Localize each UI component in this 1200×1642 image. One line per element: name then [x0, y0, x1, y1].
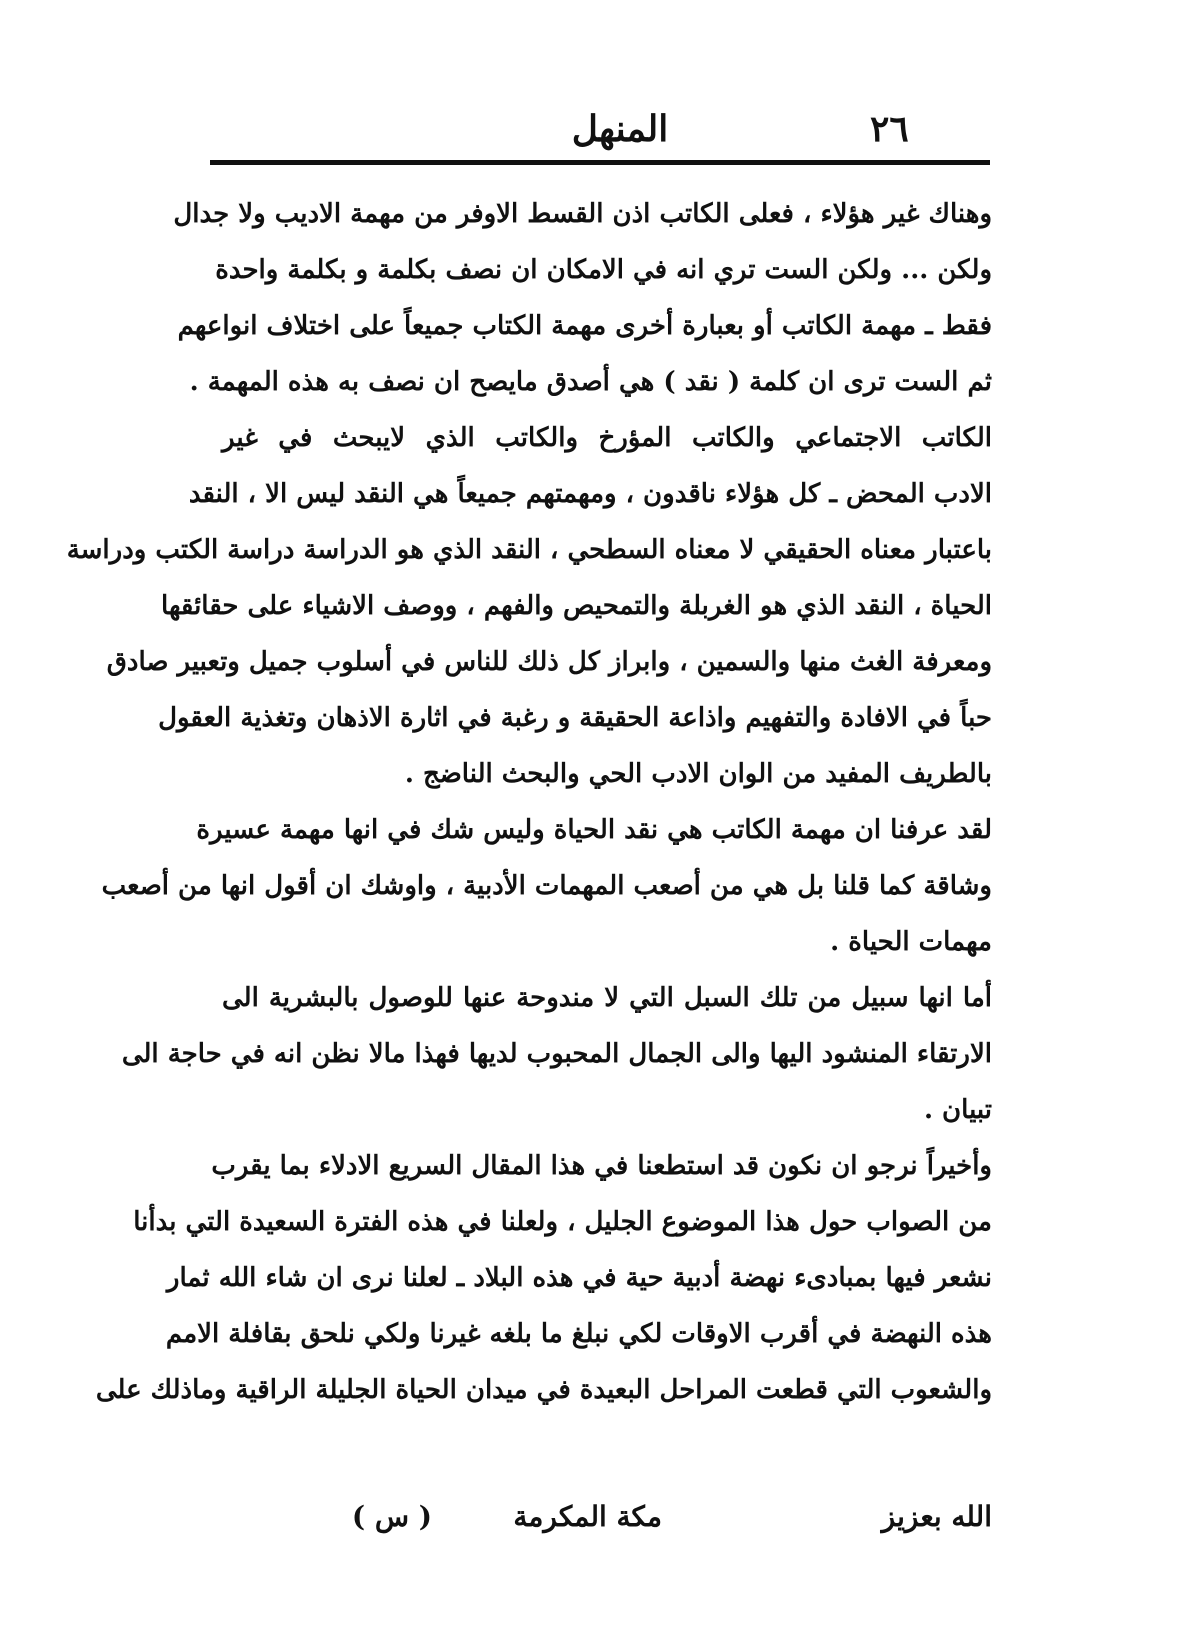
article-body [66, 186, 992, 1418]
text-line: ولكن ... ولكن الست تري انه في الامكان ان نصف بكلمة و بكلمة واحدة [215, 255, 992, 285]
paragraph-1 [173, 186, 992, 410]
text-line: ومعرفة الغث منها والسمين ، وابراز كل ذلك للناس في أسلوب جميل وتعبير صادق [106, 647, 992, 677]
text-line: وأخيراً نرجو ان نكون قد استطعنا في هذا المقال السريع الادلاء بما يقرب [211, 1151, 992, 1181]
signature-author: الله بعزيز [881, 1500, 992, 1533]
text-line: الادب المحض ـ كل هؤلاء ناقدون ، ومهمتهم جميعاً هي النقد ليس الا ، النقد [188, 479, 992, 509]
text-line: بالطريف المفيد من الوان الادب الحي والبحث الناضج . [404, 759, 992, 789]
text-line: مهمات الحياة . [830, 927, 992, 957]
text-line: باعتبار معناه الحقيقي لا معناه السطحي ، النقد الذي هو الدراسة دراسة الكتب ودراسة [66, 535, 992, 565]
text-line: الحياة ، النقد الذي هو الغربلة والتمحيص والفهم ، ووصف الاشياء على حقائقها [161, 591, 992, 621]
paragraph-4 [121, 970, 992, 1138]
header-rule [210, 160, 990, 165]
text-line: وشاقة كما قلنا بل هي من أصعب المهمات الأدبية ، واوشك ان أقول انها من أصعب [101, 871, 992, 901]
page-number: ٢٦ [870, 108, 909, 150]
text-line: أما انها سبيل من تلك السبل التي لا مندوحة عنها للوصول بالبشرية الى [222, 983, 992, 1013]
text-line: هذه النهضة في أقرب الاوقات لكي نبلغ ما بلغه غيرنا ولكي نلحق بقافلة الامم [165, 1319, 992, 1349]
text-line: لقد عرفنا ان مهمة الكاتب هي نقد الحياة وليس شك في انها مهمة عسيرة [196, 815, 992, 845]
signature-place: مكة المكرمة [513, 1500, 662, 1533]
text-line: ثم الست ترى ان كلمة ( نقد ) هي أصدق مايصح ان نصف به هذه المهمة . [189, 367, 992, 397]
paragraph-3 [101, 802, 992, 970]
text-line: فقط ـ مهمة الكاتب أو بعبارة أخرى مهمة الكتاب جميعاً على اختلاف انواعهم [177, 311, 992, 341]
text-line: وهناك غير هؤلاء ، فعلى الكاتب اذن القسط الاوفر من مهمة الاديب ولا جدال [173, 199, 992, 229]
text-line: نشعر فيها بمبادىء نهضة أدبية حية في هذه البلاد ـ لعلنا نرى ان شاء الله ثمار [166, 1263, 992, 1293]
signature-initial: ( س ) [351, 1500, 432, 1533]
text-line: والشعوب التي قطعت المراحل البعيدة في ميدان الحياة الجليلة الراقية وماذلك على [95, 1375, 992, 1405]
text-line: تبيان . [923, 1095, 992, 1125]
text-line: حباً في الافادة والتفهيم واذاعة الحقيقة و رغبة في اثارة الاذهان وتغذية العقول [158, 703, 992, 733]
paragraph-5 [95, 1138, 992, 1418]
text-line: الكاتب الاجتماعي والكاتب المؤرخ والكاتب الذي لايبحث في غير [222, 423, 992, 453]
text-line: الارتقاء المنشود اليها والى الجمال المحبوب لديها فهذا مالا نظن انه في حاجة الى [121, 1039, 992, 1069]
journal-title: المنهل [571, 108, 669, 150]
text-line: من الصواب حول هذا الموضوع الجليل ، ولعلنا في هذه الفترة السعيدة التي بدأنا [133, 1207, 992, 1237]
running-head [210, 108, 990, 154]
paragraph-2 [66, 410, 992, 802]
signature-row [222, 1500, 992, 1560]
